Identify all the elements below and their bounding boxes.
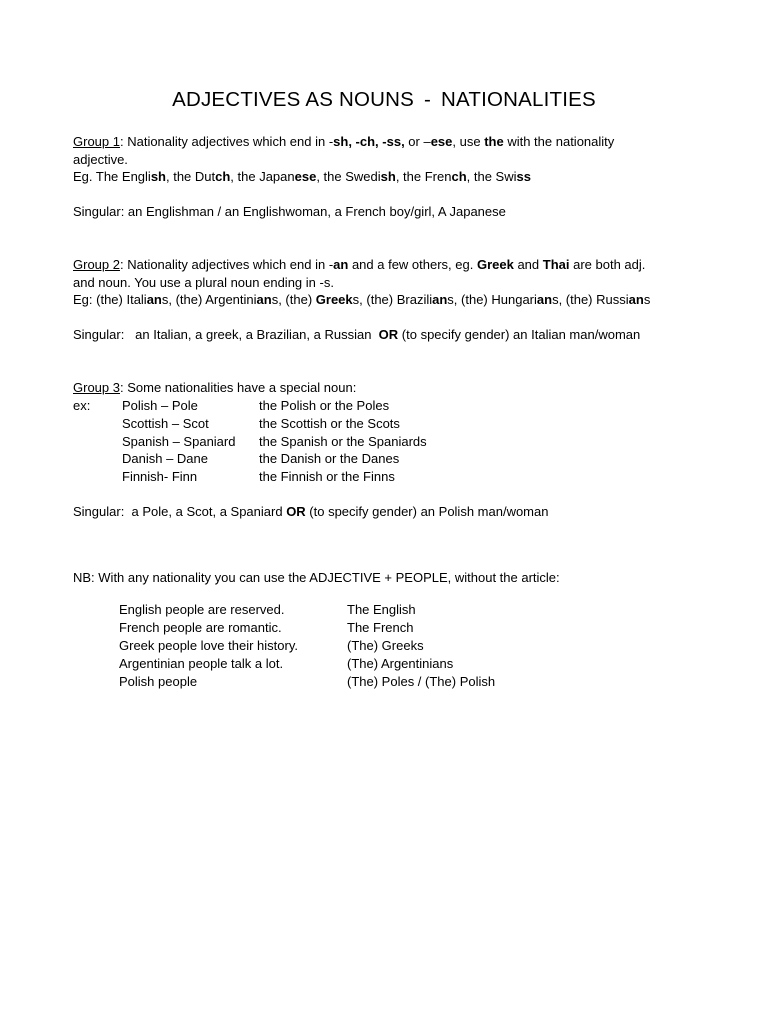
group1-example-run: , the Japan (230, 169, 295, 185)
group1-example-run: , the Swedi (316, 169, 381, 185)
group2-example-run: an (256, 292, 272, 308)
example-noun: (The) Greeks (347, 638, 424, 653)
group1-definition: Group 1: Nationality adjectives which end in -sh, -ch, -ss, or –ese, use the with the nationality adjective. Eg. The English, the Dutch, the Japanese, the Swedish, the French, the Swiss (73, 134, 615, 185)
group2-singular: Singular: an Italian, a greek, a Brazilian, a Russian OR (to specify gender) an Italian man/woman (73, 327, 641, 342)
group1-example-run: , the Swi (466, 169, 517, 185)
nationality-plural: the Danish or the Danes (259, 451, 400, 467)
group1-example-run: sh (150, 169, 166, 185)
group3-singular: Singular: a Pole, a Scot, a Spaniard OR (to specify gender) an Polish man/woman (73, 504, 549, 519)
group3-label: Group 3 (73, 380, 120, 395)
title-left: ADJECTIVES AS NOUNS (172, 88, 414, 111)
group2-definition-run: an (333, 257, 349, 272)
group3-intro: Group 3: Some nationalities have a special noun: (73, 380, 357, 395)
group1-example-run: ch (451, 169, 467, 185)
nationality-plural: the Scottish or the Scots (259, 415, 400, 431)
group2-definition: Group 2: Nationality adjectives which end in -an and a few others, eg. Greek and Thai are both adj. and noun. You use a plural noun ending in -s. Eg: (the) Italians, (the) Argentinians, (the) Greeks, (the) Brazilians, (the) Hungarians, (the) Russians (73, 257, 651, 308)
group1-example-run: , the Fren (395, 169, 452, 185)
group2-example-run: s, (the) Russi (552, 292, 629, 308)
group2-example-run: s, (the) Brazili (352, 292, 433, 308)
group2-definition-run: are both adj. (569, 257, 646, 272)
nationality-pair: Finnish- Finn (122, 469, 198, 485)
nationality-pair: Danish – Dane (122, 451, 208, 467)
group2-definition-run: and (513, 257, 543, 272)
group2-example-run: an (536, 292, 553, 308)
group1-example-run: , the Dut (165, 169, 216, 185)
example-sentence: Polish people (119, 674, 198, 689)
group3-ex-label: ex: (73, 398, 91, 413)
group2-example (73, 292, 650, 307)
group2-example-run: an (628, 292, 644, 308)
example-sentence: Greek people love their history. (119, 638, 298, 653)
nationality-pair: Spanish – Spaniard (122, 433, 236, 449)
group1-example-run: ese (294, 169, 317, 185)
group2-example-run: an (432, 292, 448, 308)
group1-example-run: ch (215, 169, 231, 185)
group2-example-run: an (146, 292, 162, 308)
group2-definition-run: Thai (542, 257, 570, 272)
example-noun: (The) Argentinians (347, 656, 454, 671)
group1-label: Group 1 (73, 134, 120, 149)
nationality-pair: Scottish – Scot (122, 415, 209, 431)
group1-singular: Singular: an Englishman / an Englishwoman, a French boy/girl, A Japanese (73, 204, 506, 219)
group2-example-run: Greek (315, 292, 353, 308)
group1-example-run: Eg. The Engli (73, 169, 151, 185)
group2-example-run: Eg: (the) Itali (73, 292, 147, 308)
group2-label: Group 2 (73, 257, 120, 272)
group2-example-run: s, (the) Hungari (447, 292, 537, 308)
page-title (0, 88, 768, 112)
nationality-plural: the Spanish or the Spaniards (259, 433, 427, 449)
example-noun: The English (347, 602, 416, 617)
title-right: NATIONALITIES (441, 88, 596, 111)
group2-example-run: s, (the) (271, 292, 316, 308)
group1-example-run: sh (380, 169, 396, 185)
example-sentence: Argentinian people talk a lot. (119, 656, 284, 671)
group2-definition-run: : Nationality adjectives which end in - (119, 257, 334, 272)
group2-example-run: s, (the) Argentini (161, 292, 257, 308)
group1-example-run: ss (516, 169, 531, 185)
nationality-plural: the Finnish or the Finns (259, 469, 395, 485)
example-noun: (The) Poles / (The) Polish (347, 674, 496, 689)
title-dash: - (424, 88, 432, 111)
group1-example (73, 169, 531, 184)
nationality-pair: Polish – Pole (122, 398, 198, 413)
group2-definition-run: and a few others, eg. (348, 257, 477, 272)
nationality-plural: the Polish or the Poles (259, 398, 390, 413)
example-sentence: English people are reserved. (119, 602, 285, 617)
example-noun: The French (347, 620, 414, 635)
group2-definition-run: Greek (476, 257, 514, 272)
example-sentence: French people are romantic. (119, 620, 282, 635)
nb-note: NB: With any nationality you can use the ADJECTIVE + PEOPLE, without the article: (73, 570, 560, 585)
group2-example-run: s (643, 292, 651, 308)
